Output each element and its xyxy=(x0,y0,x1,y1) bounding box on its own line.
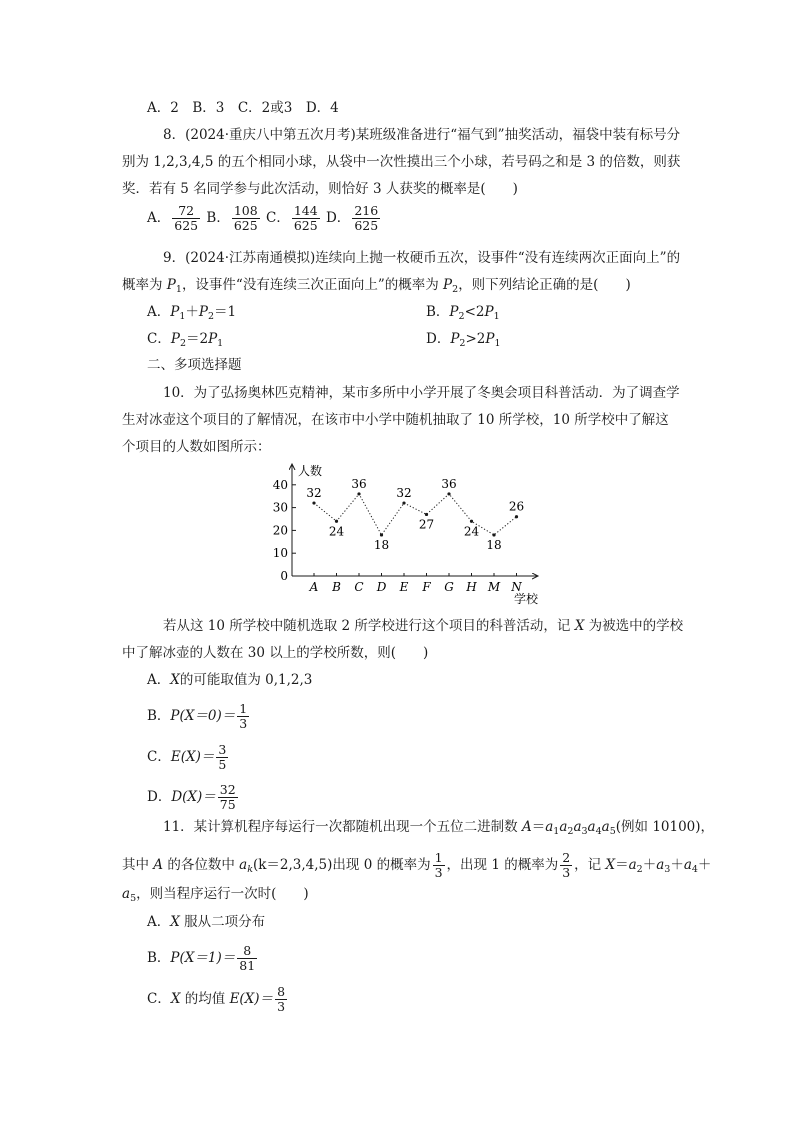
data-label-b: 24 xyxy=(328,524,345,539)
x-tick-label-c: C xyxy=(354,580,364,594)
x-tick-label-h: H xyxy=(466,580,477,594)
q10-line-1: 10．为了弘扬奥林匹克精神，某市多所中小学开展了冬奥会项目科普活动．为了调查学 xyxy=(163,385,680,401)
y-tick-label: 30 xyxy=(272,500,288,515)
q8-options xyxy=(147,204,382,233)
q10-option-a: A．X的可能取值为 0,1,2,3 xyxy=(147,672,313,688)
q9-option-c: C．$P_2=2P_1$ xyxy=(147,331,224,349)
data-label-a: 32 xyxy=(306,486,322,501)
data-label-d: 18 xyxy=(373,537,390,552)
q9-option-a: A．$P_1+P_2=1$ xyxy=(147,304,237,322)
q10-option-d: D．D(X)＝ $\frac{32}{75}$ xyxy=(147,782,236,812)
q7-options: A．2 B．3 C．2或3 D．4 xyxy=(147,100,339,116)
q10-line-3: 个项目的人数如图所示： xyxy=(122,439,271,455)
data-point-a xyxy=(312,501,315,504)
x-tick-label-a: A xyxy=(309,580,319,594)
x-tick-label-d: D xyxy=(376,580,387,594)
x-tick-label-f: F xyxy=(422,580,431,594)
q10-option-b: B．P(X＝0)＝ $\frac{1}{3}$ xyxy=(147,701,248,731)
y-axis-label: 人数 xyxy=(298,464,323,478)
q8-option-b: B． $\frac{108}{625}$ xyxy=(206,203,258,233)
x-tick-label-e: E xyxy=(399,580,409,594)
data-label-n: 26 xyxy=(508,499,525,514)
data-label-h: 24 xyxy=(463,524,480,539)
q9-option-d: D．$P_2>2P_1$ xyxy=(426,331,501,349)
data-point-n xyxy=(515,515,518,518)
q8-line-3: 奖．若有 5 名同学参与此次活动，则恰好 3 人获奖的概率是( ) xyxy=(122,181,518,197)
data-label-m: 18 xyxy=(486,537,502,552)
series-line xyxy=(314,494,517,535)
section-heading-multiple-choice: 二、多项选择题 xyxy=(147,357,242,373)
data-point-e xyxy=(402,501,405,504)
q8-option-d: D． $\frac{216}{625}$ xyxy=(325,203,379,233)
data-label-e: 32 xyxy=(396,486,412,501)
q11-option-c: C．X 的均值 E(X)＝ $\frac{8}{3}$ xyxy=(147,984,286,1014)
q11-line-3: $a_5$，则当程序运行一次时( ) xyxy=(122,886,309,904)
q10-after-line-2: 中了解冰壶的人数在 30 以上的学校所数，则( ) xyxy=(122,645,429,661)
data-point-d xyxy=(380,533,383,536)
data-label-g: 36 xyxy=(441,476,457,491)
data-point-h xyxy=(470,520,473,523)
q10-line-2: 生对冰壶这个项目的了解情况，在该市中小学中随机抽取了 10 所学校，10 所学校中了解这 xyxy=(122,412,669,428)
x-axis-label: 学校 xyxy=(514,592,539,606)
y-tick-label: 0 xyxy=(280,569,288,583)
data-point-c xyxy=(357,492,360,495)
data-point-f xyxy=(425,513,428,516)
y-tick-label: 20 xyxy=(272,523,288,538)
q11-line-2: 其中 A 的各位数中 $a_k(k=2,3,4,5)$出现 0 的概率为 $\frac{1}{3}$ ，出现 1 的概率为 $\frac{2}{3}$ ，记 $X=a_2+a_3+a_4+$ xyxy=(122,850,712,880)
x-tick-label-m: M xyxy=(487,580,501,594)
q8-option-c: C． $\frac{144}{625}$ xyxy=(265,203,318,233)
q9-option-b: B．$P_2<2P_1$ xyxy=(426,304,500,322)
y-tick-label: 40 xyxy=(272,477,288,492)
x-tick-label-b: B xyxy=(332,580,341,594)
q11-option-b: B．P(X＝1)＝ $\frac{8}{81}$ xyxy=(147,943,256,973)
q10-option-c: C．E(X)＝ $\frac{3}{5}$ xyxy=(147,742,227,772)
data-label-f: 27 xyxy=(418,517,435,532)
q11-line-1: 11．某计算机程序每运行一次都随机出现一个五位二进制数 $A=a_1a_2a_3a_4a_5$(例如 10100)， xyxy=(163,819,715,837)
q9-line-1: 9．(2024·江苏南通模拟)连续向上抛一枚硬币五次，设事件“没有连续两次正面向上”的 xyxy=(163,250,681,266)
data-label-c: 36 xyxy=(351,476,367,491)
q10-after-line-1: 若从这 10 所学校中随机选取 2 所学校进行这个项目的科普活动，记 X 为被选中的学校 xyxy=(163,618,684,634)
data-point-b xyxy=(335,520,338,523)
q8-line-1: 8．(2024·重庆八中第五次月考)某班级准备进行“福气到”抽奖活动，福袋中装有标号分 xyxy=(163,127,681,143)
data-point-m xyxy=(492,533,495,536)
q8-line-2: 别为 1,2,3,4,5 的五个相同小球，从袋中一次性摸出三个小球，若号码之和是 3 的倍数，则获 xyxy=(122,154,681,170)
data-point-g xyxy=(447,492,450,495)
q11-option-a: A．X 服从二项分布 xyxy=(147,914,266,930)
x-tick-label-g: G xyxy=(444,580,454,594)
y-tick-label: 10 xyxy=(272,546,288,561)
schools-line-chart xyxy=(268,458,553,608)
q8-option-a: A． $\frac{72}{625}$ xyxy=(147,203,199,233)
x-tick-label-n: N xyxy=(511,580,522,594)
q9-line-2: 概率为 $P_1$，设事件“没有连续三次正面向上”的概率为 $P_2$，则下列结论正确的是( ) xyxy=(122,277,631,295)
